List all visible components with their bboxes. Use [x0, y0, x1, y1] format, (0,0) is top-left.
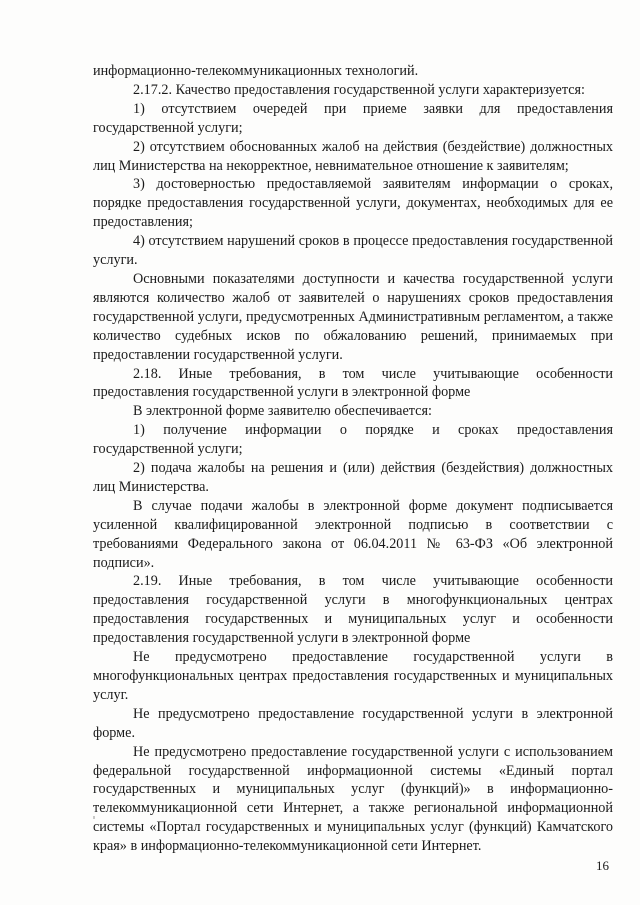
- paragraph: 1) отсутствием очередей при приеме заявки для предоставления государственной услуги;: [93, 100, 613, 136]
- paragraph: 2) отсутствием обоснованных жалоб на действия (бездействие) должностных лиц Министерства на некорректное, невнимательное отношение к заявителям;: [93, 138, 613, 174]
- document-body: [93, 62, 613, 856]
- margin-mark: [93, 816, 95, 819]
- paragraph: 2.17.2. Качество предоставления государственной услуги характеризуется:: [133, 81, 585, 98]
- paragraph: В электронной форме заявителю обеспечивается:: [133, 403, 432, 420]
- paragraph: Не предусмотрено предоставление государственной услуги в многофункциональных центрах предоставления государственных и муниципальных услуг.: [93, 649, 613, 703]
- paragraph: 2.18. Иные требования, в том числе учитывающие особенности предоставления государственной услуги в электронной форме: [93, 365, 613, 401]
- paragraph: В случае подачи жалобы в электронной форме документ подписывается усиленной квалифицированной электронной подписью в соответствии с требованиями Федерального закона от 06.04.2011 № 63-ФЗ «Об электронной подписи».: [93, 497, 613, 571]
- paragraph: информационно-телекоммуникационных технологий.: [93, 63, 419, 79]
- paragraph: 1) получение информации о порядке и сроках предоставления государственной услуги;: [93, 422, 613, 458]
- paragraph: 2) подача жалобы на решения и (или) действия (бездействия) должностных лиц Министерства.: [93, 460, 613, 495]
- paragraph: Не предусмотрено предоставление государственной услуги с использованием федеральной государственной информационной системы «Единый портал государственных и муниципальных услуг (функций)» в информационно-телекоммуникационной сети Интернет, а также региональной информационной системы «Портал государственных и муниципальных услуг (функций) Камчатского края» в информационно-телекоммуникационной сети Интернет.: [93, 743, 613, 855]
- paragraph: Основными показателями доступности и качества государственной услуги являются количество жалоб от заявителей о нарушениях сроков предоставления государственной услуги, предусмотренных Административным регламентом, а также количество судебных исков по обжалованию решений, принимаемых при предоставлении государственной услуги.: [93, 270, 613, 363]
- paragraph: Не предусмотрено предоставление государственной услуги в электронной форме.: [93, 705, 613, 741]
- page-number: 16: [596, 858, 609, 873]
- paragraph: 4) отсутствием нарушений сроков в процессе предоставления государственной услуги.: [93, 233, 613, 269]
- paragraph: 3) достоверностью предоставляемой заявителям информации о сроках, порядке предоставления государственной услуги, документах, необходимых для ее предоставления;: [93, 176, 613, 231]
- paragraph: 2.19. Иные требования, в том числе учитывающие особенности предоставления государственной услуги в многофункциональных центрах предоставления государственных и муниципальных услуг и особенности предоставления государственной услуги в электронной форме: [93, 573, 613, 647]
